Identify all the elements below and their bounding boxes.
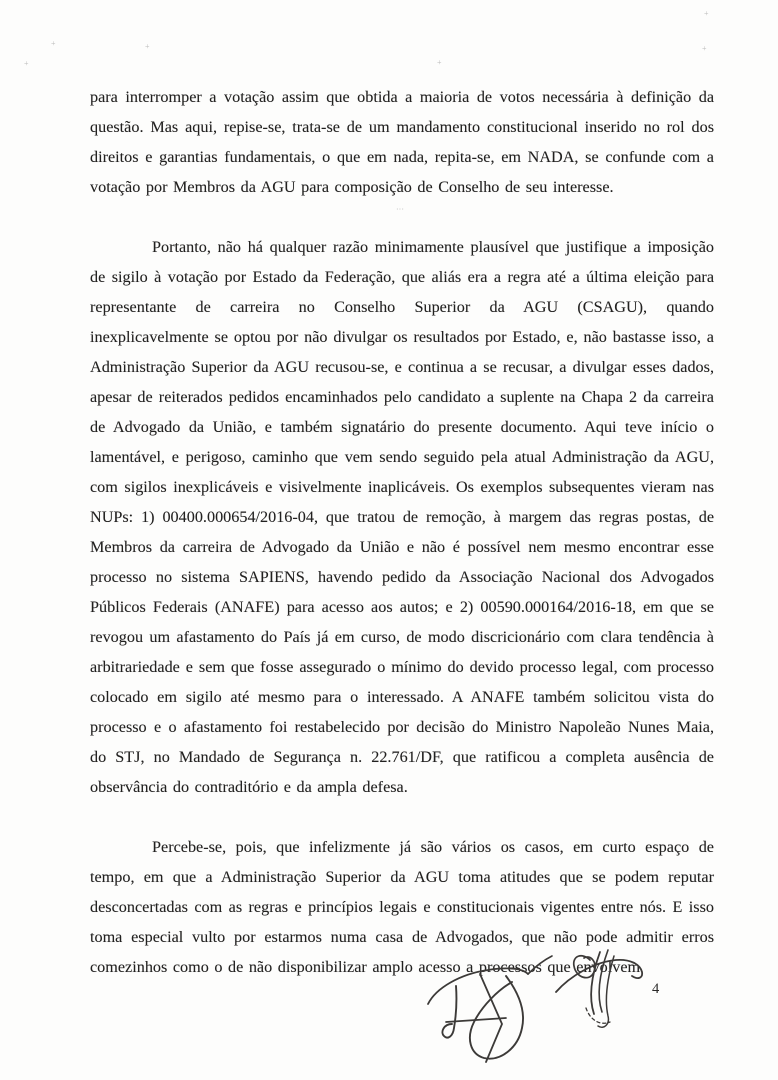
scan-speck: + [51, 39, 56, 48]
paragraph-2: Portanto, não há qualquer razão minimamente plausível que justifique a imposição de sigilo à votação por Estado da Federação, que aliás era a regra até a última eleição para representante de carreira no Conselho Superior da AGU (CSAGU), quando inexplicavelmente se optou por não divulgar os resultados por Estado, e, não bastasse isso, a Administração Superior da AGU recusou-se, e continua a se recusar, a divulgar esses dados, apesar de reiterados pedidos encaminhados pelo candidato a suplente na Chapa 2 da carreira de Advogado da União, e também signatário do presente documento. Aqui teve início o lamentável, e perigoso, caminho que vem sendo seguido pela atual Administração da AGU, com sigilos inexplicáveis e visivelmente inaplicáveis. Os exemplos subsequentes vieram nas NUPs: 1) 00400.000654/2016-04, que tratou de remoção, à margem das regras postas, de Membros da carreira de Advogado da União e não é possível nem mesmo encontrar esse processo no sistema SAPIENS, havendo pedido da Associação Nacional dos Advogados Públicos Federais (ANAFE) para acesso aos autos; e 2) 00590.000164/2016-18, em que se revogou um afastamento do País já em curso, de modo discricionário com clara tendência à arbitrariedade e sem que fosse assegurado o mínimo do devido processo legal, com processo colocado em sigilo até mesmo para o interessado. A ANAFE também solicitou vista do processo e o afastamento foi restabelecido por decisão do Ministro Napoleão Nunes Maia, do STJ, no Mandado de Segurança n. 22.761/DF, que ratificou a completa ausência de observância do contraditório e da ampla defesa. [90, 238, 714, 796]
scan-speck: + [704, 9, 709, 18]
paragraph-3: Percebe-se, pois, que infelizmente já são vários os casos, em curto espaço de tempo, em que a Administração Superior da AGU toma atitudes que se podem reputar desconcertadas com as regras e princípios legais e constitucionais vigentes entre nós. E isso toma especial vulto por estarmos numa casa de Advogados, que não pode admitir erros comezinhos como o de não disponibilizar amplo acesso a processos que envolvem [90, 838, 714, 976]
scan-speck: ··· [396, 205, 404, 214]
page-number: 4 [652, 981, 660, 997]
scan-speck: + [24, 59, 29, 68]
paragraph-1: para interromper a votação assim que obtida a maioria de votos necessária à definição da questão. Mas aqui, repise-se, trata-se de um mandamento constitucional inserido no rol dos direitos e garantias fundamentais, o que em nada, repita-se, em NADA, se confunde com a votação por Membros da AGU para composição de Conselho de seu interesse. [90, 88, 714, 196]
scan-speck: + [702, 44, 707, 53]
document-body [90, 82, 714, 982]
scan-speck: + [437, 58, 442, 67]
scan-speck: + [145, 42, 150, 51]
